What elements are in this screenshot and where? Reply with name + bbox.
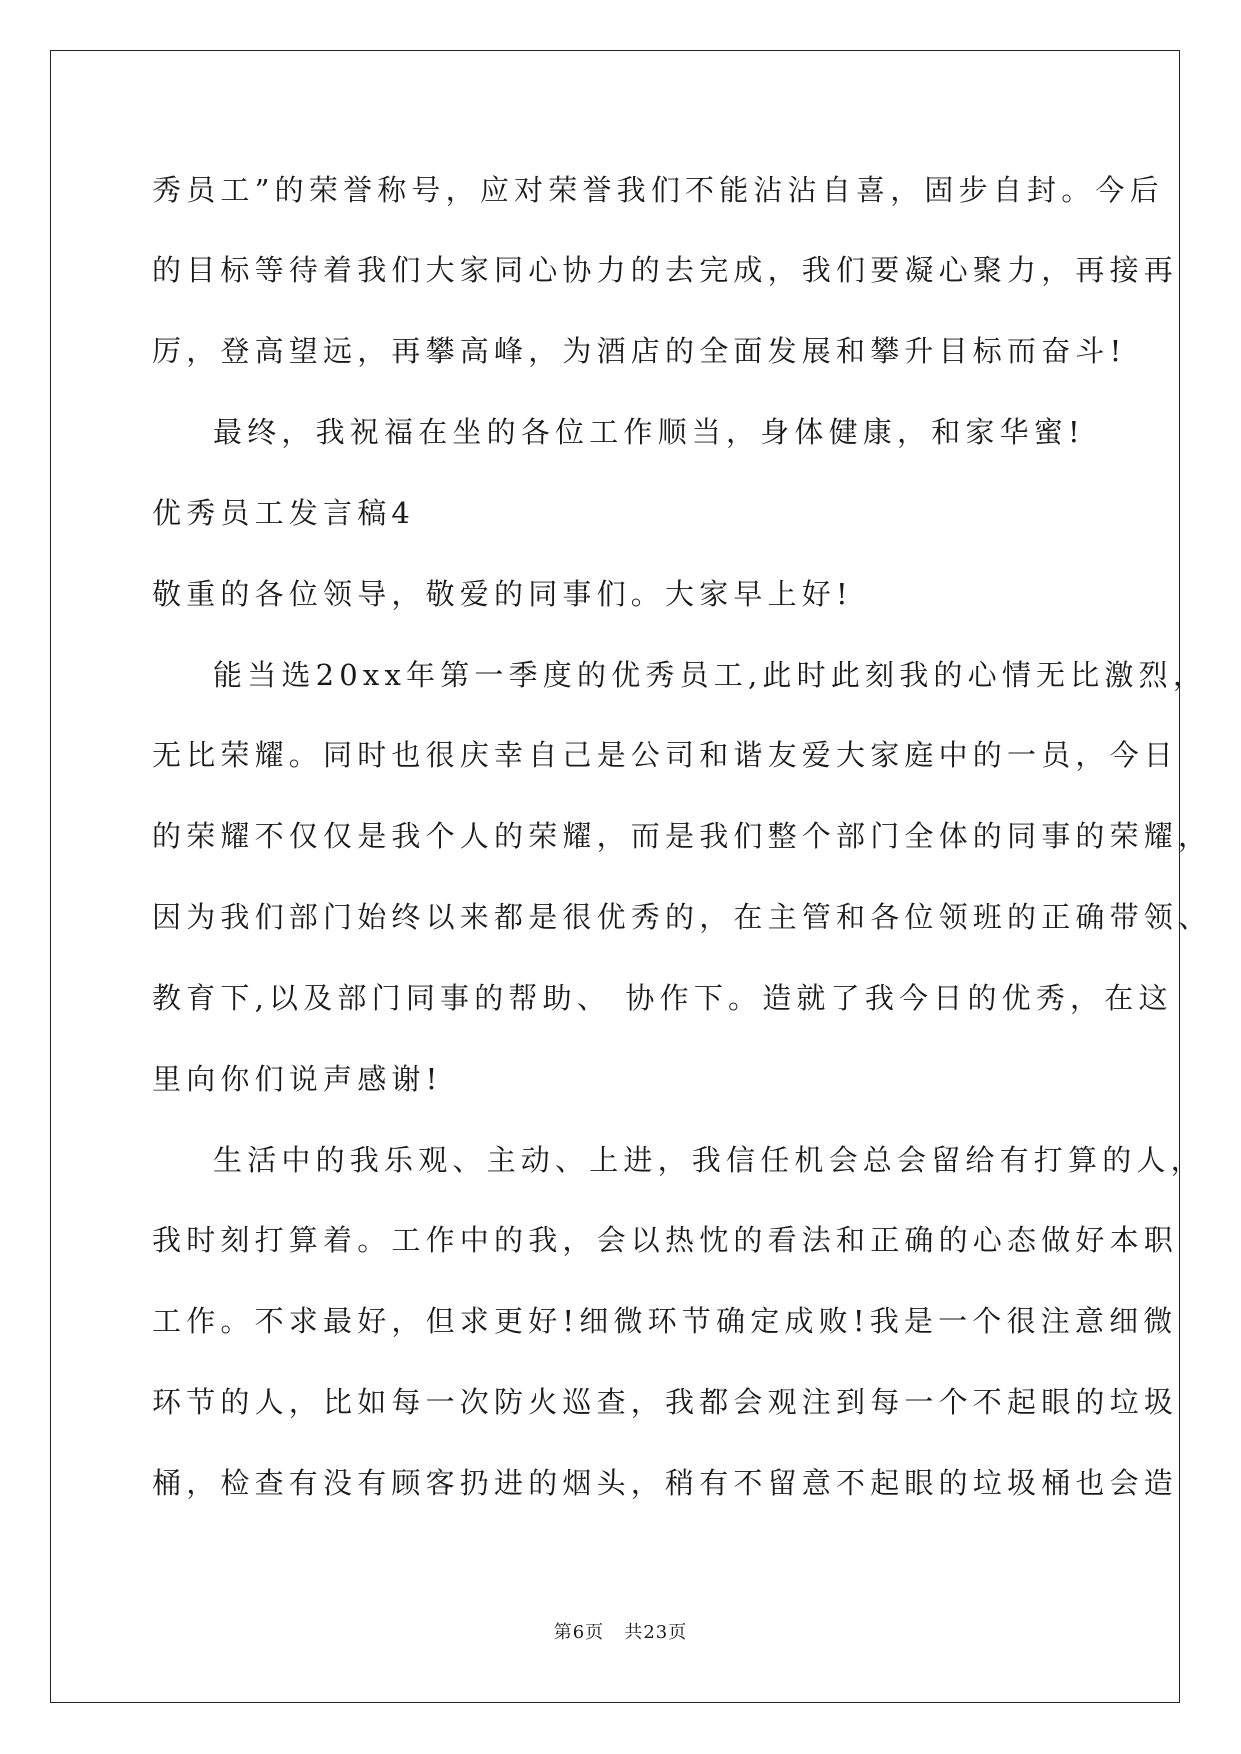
text-line: 教育下,以及部门同事的帮助、 协作下。造就了我今日的优秀，在这 [152,981,1173,1015]
page-frame [50,50,1180,1703]
text-line: 无比荣耀。同时也很庆幸自己是公司和谐友爱大家庭中的一员，今日 [152,738,1179,772]
text-line: 我时刻打算着。工作中的我，会以热忱的看法和正确的心态做好本职 [152,1223,1179,1257]
text-line: 的荣耀不仅仅是我个人的荣耀，而是我们整个部门全体的同事的荣耀， [152,819,1213,853]
text-line: 工作。不求最好，但求更好!细微环节确定成败!我是一个很注意细微 [152,1304,1178,1338]
text-line: 环节的人，比如每一次防火巡查，我都会观注到每一个不起眼的垃圾 [152,1385,1179,1419]
text-line: 桶，检查有没有顾客扔进的烟头，稍有不留意不起眼的垃圾桶也会造 [152,1466,1179,1500]
text-line: 里向你们说声感谢! [152,1062,443,1096]
text-line: 厉，登高望远，再攀高峰，为酒店的全面发展和攀升目标而奋斗! [152,334,1127,368]
text-line: 因为我们部门始终以来都是很优秀的，在主管和各位领班的正确带领、 [152,900,1213,934]
text-line: 能当选20xx年第一季度的优秀员工,此时此刻我的心情无比激烈， [213,658,1208,692]
section-heading: 优秀员工发言稿4 [152,496,416,530]
salutation: 敬重的各位领导，敬爱的同事们。大家早上好! [152,577,853,611]
text-line: 的目标等待着我们大家同心协力的去完成，我们要凝心聚力，再接再 [152,253,1179,287]
page-number-footer: 第6页 共23页 [553,1622,688,1643]
text-line: 最终，我祝福在坐的各位工作顺当，身体健康，和家华蜜! [213,415,1085,449]
text-line: 秀员工”的荣誉称号，应对荣誉我们不能沾沾自喜，固步自封。今后 [152,173,1164,207]
text-line: 生活中的我乐观、主动、上进，我信任机会总会留给有打算的人， [213,1143,1205,1177]
